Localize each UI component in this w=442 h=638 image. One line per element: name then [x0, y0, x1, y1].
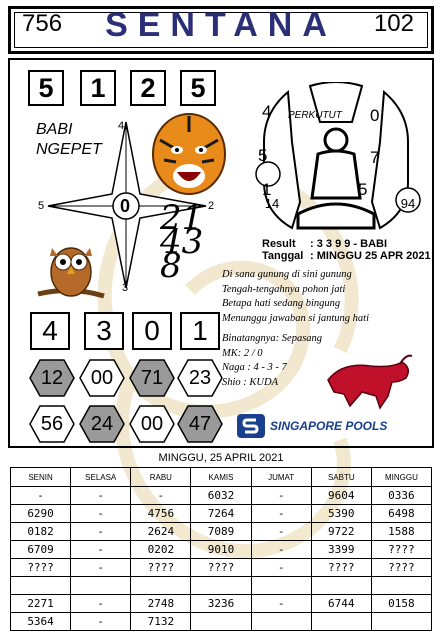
poem-line: Menunggu jawaban si jantung hati: [222, 312, 369, 324]
table-cell: 3399: [311, 541, 371, 559]
table-cell: ????: [11, 559, 71, 577]
mid-digit-box: 1: [180, 312, 220, 350]
table-cell: 2271: [11, 595, 71, 613]
table-cell: 9722: [311, 523, 371, 541]
table-cell: -: [251, 487, 311, 505]
result-value: : 3 3 9 9 - BABI: [310, 238, 388, 250]
hex-number: 00: [140, 412, 164, 435]
table-cell: -: [251, 523, 311, 541]
table-cell: 6498: [371, 505, 431, 523]
hex-number: 23: [188, 366, 212, 389]
table-cell: [251, 577, 311, 595]
note-line: Shio : KUDA: [222, 376, 278, 388]
table-cell: 6290: [11, 505, 71, 523]
table-cell: -: [71, 613, 131, 631]
table-cell: 3236: [191, 595, 251, 613]
table-header: JUMAT: [251, 468, 311, 487]
table-row: [11, 505, 432, 523]
top-digit-box: 5: [28, 70, 64, 106]
poem-line: Tengah-tengahnya pohon jati: [222, 283, 346, 295]
table-cell: ????: [371, 541, 431, 559]
hex-number: 24: [90, 412, 114, 435]
handwritten-number: 21 43 8: [160, 198, 204, 286]
star-center-number: 0: [120, 196, 131, 216]
table-header: SABTU: [311, 468, 371, 487]
hex-number: 12: [40, 366, 64, 389]
table-cell: ????: [371, 559, 431, 577]
table-row: [11, 541, 432, 559]
hex-number: 56: [40, 412, 64, 435]
buddha-right-circle-number: 94: [400, 196, 416, 211]
table-cell: 5390: [311, 505, 371, 523]
results-table: [10, 467, 432, 631]
label-line: NGEPET: [36, 141, 102, 158]
note-line: Naga : 4 - 3 - 7: [222, 362, 287, 373]
table-row: [11, 613, 432, 631]
hex-number: 71: [140, 366, 164, 389]
table-cell: 9010: [191, 541, 251, 559]
table-cell: 6744: [311, 595, 371, 613]
note-line: Binatangnya: Sepasang: [222, 333, 323, 344]
table-cell: -: [251, 559, 311, 577]
table-cell: 5364: [11, 613, 71, 631]
table-row: [11, 577, 432, 595]
table-cell: 1588: [371, 523, 431, 541]
star-left-number: 5: [38, 200, 45, 212]
table-cell: [311, 577, 371, 595]
header-left-number: 756: [22, 10, 63, 37]
poem-block: [222, 268, 369, 326]
table-header: SELASA: [71, 468, 131, 487]
table-cell: 0182: [11, 523, 71, 541]
buddha-left-circle-number: 14: [264, 196, 280, 211]
buddha-diagram: [248, 82, 424, 238]
table-cell: -: [71, 523, 131, 541]
table-cell: 7089: [191, 523, 251, 541]
star-top-number: 4: [118, 120, 125, 132]
table-cell: 6709: [11, 541, 71, 559]
label-line: BABI: [36, 121, 73, 138]
table-cell: 6032: [191, 487, 251, 505]
table-cell: [131, 577, 191, 595]
table-cell: ????: [191, 559, 251, 577]
perkutut-label: PERKUTUT: [288, 110, 342, 121]
table-cell: -: [11, 487, 71, 505]
date-value: : MINGGU 25 APR 2021: [310, 250, 431, 262]
table-cell: -: [71, 559, 131, 577]
table-cell: 0158: [371, 595, 431, 613]
table-row: [11, 559, 432, 577]
table-cell: 9604: [311, 487, 371, 505]
table-cell: ????: [131, 559, 191, 577]
table-cell: [191, 577, 251, 595]
poem-line: Di sana gunung di sini gunung: [222, 269, 352, 280]
result-label: Result: [262, 238, 296, 250]
header-title: SENTANA: [105, 6, 337, 44]
table-cell: -: [71, 595, 131, 613]
mid-digit-box: 0: [132, 312, 172, 350]
table-cell: [371, 613, 431, 631]
table-cell: [311, 613, 371, 631]
table-cell: 2624: [131, 523, 191, 541]
buddha-number: 5: [258, 146, 268, 165]
table-cell: -: [71, 505, 131, 523]
mid-digit-box: 4: [30, 312, 70, 350]
table-cell: [71, 577, 131, 595]
table-cell: -: [251, 595, 311, 613]
table-row: [11, 523, 432, 541]
table-cell: 7264: [191, 505, 251, 523]
top-digit-box: 5: [180, 70, 216, 106]
notes-block: [222, 332, 322, 390]
table-row: [11, 487, 432, 505]
table-header: RABU: [131, 468, 191, 487]
table-date-line: MINGGU, 25 APRIL 2021: [158, 452, 284, 464]
table-cell: [251, 613, 311, 631]
table-cell: [371, 577, 431, 595]
table-cell: -: [251, 505, 311, 523]
table-cell: [11, 577, 71, 595]
top-digit-box: 1: [80, 70, 116, 106]
star-bottom-number: 3: [122, 282, 129, 294]
buddha-number: 0: [370, 106, 380, 125]
table-cell: ????: [311, 559, 371, 577]
mid-digit-box: 3: [84, 312, 124, 350]
table-header: MINGGU: [371, 468, 431, 487]
table-cell: -: [131, 487, 191, 505]
table-cell: -: [71, 541, 131, 559]
table-cell: 0336: [371, 487, 431, 505]
table-header-row: [11, 468, 432, 487]
table-cell: [191, 613, 251, 631]
poem-line: Betapa hati sedang bingung: [222, 298, 341, 309]
table-header: KAMIS: [191, 468, 251, 487]
tiger-icon: [150, 110, 228, 196]
date-label: Tanggal: [262, 250, 304, 262]
table-cell: 2748: [131, 595, 191, 613]
table-cell: 7132: [131, 613, 191, 631]
buddha-number: 1: [262, 180, 272, 199]
owl-icon: [36, 234, 106, 306]
table-cell: 0202: [131, 541, 191, 559]
table-row: [11, 595, 432, 613]
table-cell: -: [251, 541, 311, 559]
result-block: [262, 238, 431, 262]
buddha-number: 7: [370, 148, 380, 167]
buddha-number: 4: [262, 102, 272, 121]
table-cell: -: [71, 487, 131, 505]
buddha-number: 5: [358, 180, 368, 199]
singapore-pools-logo: [236, 413, 387, 439]
table-header: SENIN: [11, 468, 71, 487]
table-cell: 4756: [131, 505, 191, 523]
hex-number: 47: [188, 412, 212, 435]
logo-text: SINGAPORE POOLS: [270, 419, 388, 433]
top-digit-box: 2: [130, 70, 166, 106]
note-line: MK: 2 / 0: [222, 347, 263, 359]
bull-icon: [322, 352, 414, 414]
hex-number: 00: [90, 366, 114, 389]
star-right-number: 2: [208, 200, 215, 212]
sp-logo-icon: [236, 413, 266, 439]
header-right-number: 102: [373, 10, 414, 37]
